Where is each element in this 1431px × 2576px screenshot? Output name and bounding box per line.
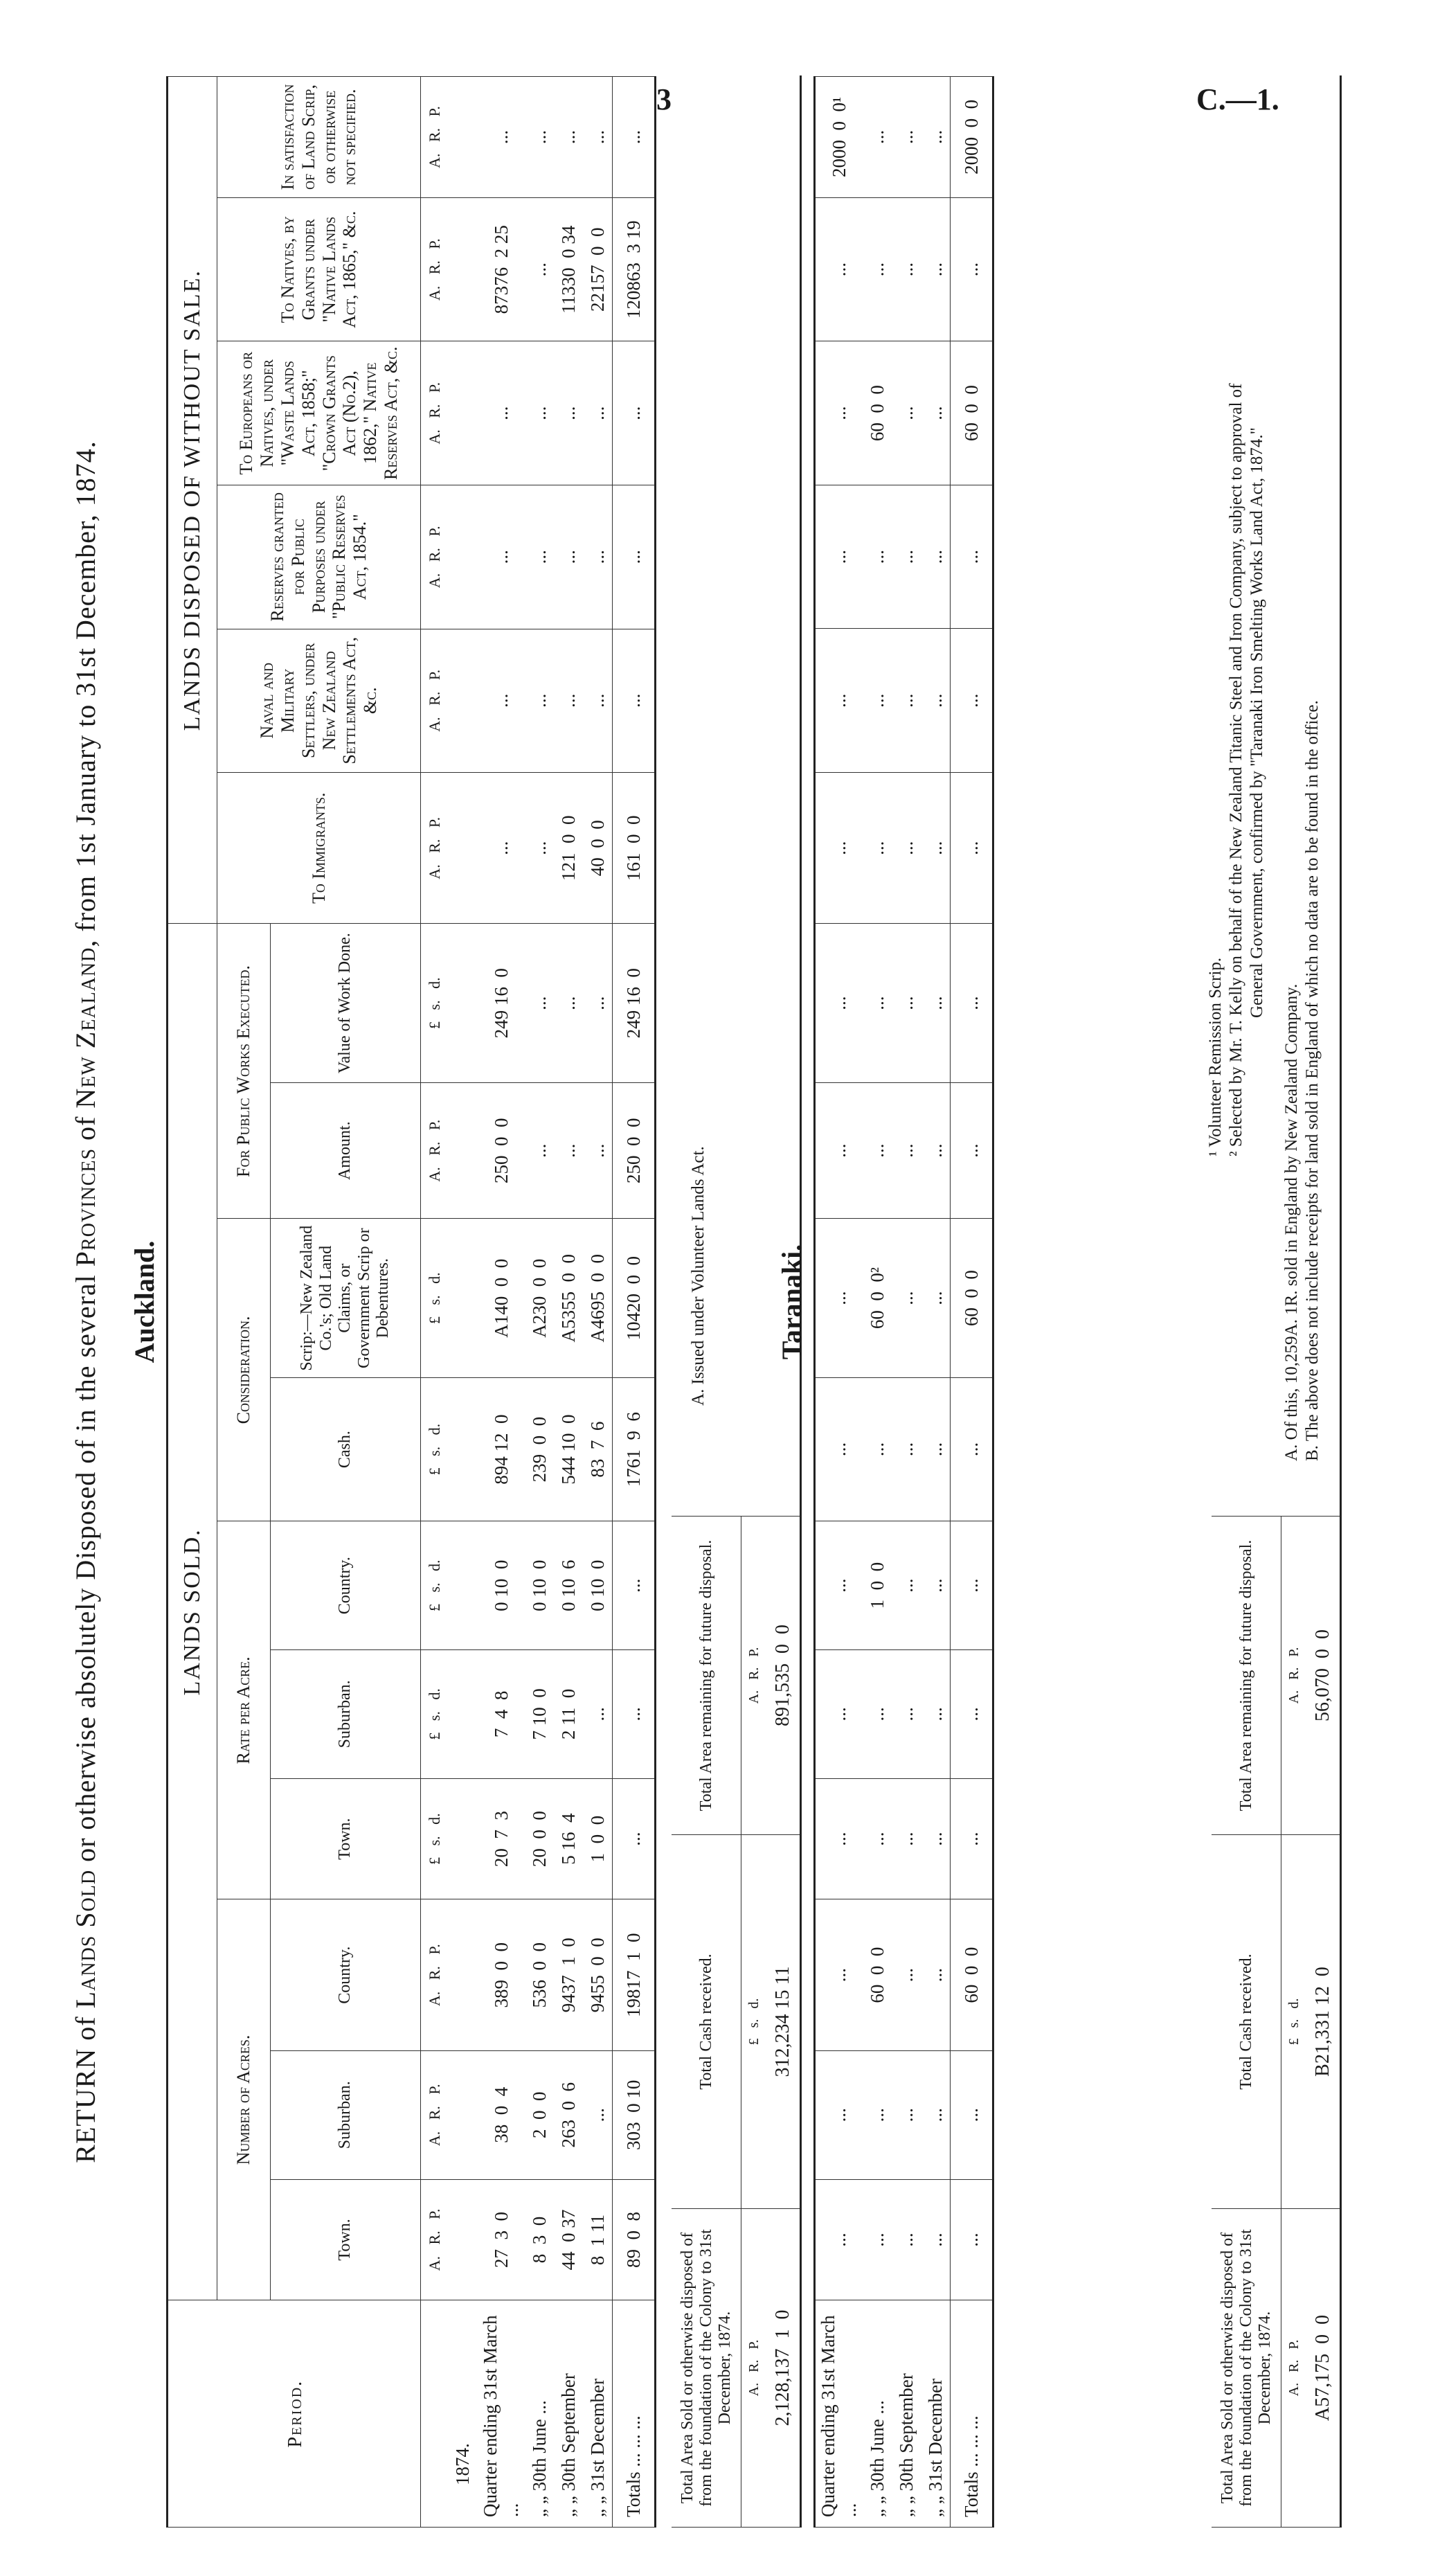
units-lsd: £ s. d. (421, 1778, 449, 1899)
total-country: 19817 1 0 (613, 1899, 656, 2050)
cell-immigrants: ... (863, 772, 892, 923)
col-rate-suburban: Suburban. (271, 1650, 421, 1779)
total-rate-country: ... (613, 1521, 656, 1650)
cell-scrip-satisfaction: ... (583, 77, 613, 198)
total-natives: 120863 3 19 (613, 197, 656, 341)
cell-immigrants: ... (892, 772, 921, 923)
cell-country: 536 0 0 (525, 1899, 554, 2050)
units-arp: A. R. P. (421, 77, 449, 198)
cell-town: 8 3 0 (525, 2179, 554, 2300)
cell-europeans: ... (583, 341, 613, 485)
cell-suburban: ... (921, 2050, 951, 2179)
total-scrip-satisfaction: ... (613, 77, 656, 198)
total-value-of-work: 249 16 0 (613, 924, 656, 1082)
cell-town: ... (892, 2179, 921, 2300)
cell-suburban: 263 0 6 (554, 2050, 583, 2179)
total-cash-label: Total Cash received. (672, 1835, 741, 2209)
cell-rate-suburban: 7 4 8 (478, 1650, 525, 1779)
auckland-table (166, 76, 656, 2528)
cell-rate-suburban: 2 11 0 (554, 1650, 583, 1779)
cell-period: „ „ 30th September (892, 2300, 921, 2528)
cell-scrip: A140 0 0 (478, 1219, 525, 1377)
table-row (554, 77, 583, 2528)
total-europeans: ... (613, 341, 656, 485)
cell-amount: ... (583, 1082, 613, 1219)
consideration-header: Consideration. (217, 1219, 271, 1521)
total-town: ... (951, 2179, 993, 2300)
volunteer-lands-note: A. Issued under Volunteer Lands Act. (689, 1146, 708, 1406)
total-amount: 250 0 0 (613, 1082, 656, 1219)
cell-naval: ... (583, 629, 613, 773)
cell-amount: ... (892, 1082, 921, 1219)
table-row (815, 77, 863, 2528)
cell-scrip: ... (892, 1219, 921, 1377)
cell-rate-town: 5 16 4 (554, 1778, 583, 1899)
total-area-value: A57,175 0 0 (1306, 2209, 1341, 2528)
cell-immigrants: ... (478, 773, 525, 924)
table-row (863, 77, 892, 2528)
letter-note-b: B. The above does not include receipts for land sold in England of which no data are to be found in the office. (1303, 700, 1322, 1461)
cell-value-of-work: ... (525, 924, 554, 1082)
cell-immigrants: ... (921, 772, 951, 923)
total-town: 89 0 8 (613, 2179, 656, 2300)
total-area-units: A. R. P. (1281, 2209, 1307, 2528)
cell-cash: ... (863, 1377, 892, 1521)
cell-rate-town: 20 0 0 (525, 1778, 554, 1899)
cell-naval: ... (478, 629, 525, 773)
cell-cash: ... (815, 1377, 863, 1521)
cell-rate-country: 0 10 0 (525, 1521, 554, 1650)
cell-country: 389 0 0 (478, 1899, 525, 2050)
cell-town: ... (815, 2179, 863, 2300)
total-rate-town: ... (613, 1778, 656, 1899)
cell-value-of-work: 249 16 0 (478, 924, 525, 1082)
period-header: Period. (168, 2300, 421, 2528)
cell-europeans: ... (478, 341, 525, 485)
total-cash-value: 312,234 15 11 (766, 1835, 801, 2209)
col-value-of-work: Value of Work Done. (271, 924, 421, 1082)
cell-rate-town: 20 7 3 (478, 1778, 525, 1899)
total-cash-units: £ s. d. (741, 1835, 767, 2209)
units-arp: A. R. P. (421, 341, 449, 485)
total-suburban: 303 0 10 (613, 2050, 656, 2179)
lands-sold-header: LANDS SOLD. (168, 924, 217, 2300)
cell-rate-country: 0 10 0 (583, 1521, 613, 1650)
cell-europeans: ... (815, 341, 863, 485)
col-rate-town: Town. (271, 1778, 421, 1899)
table-row (525, 77, 554, 2528)
col-natives: To Natives, by Grants under "Native Lands Act, 1865," &c. (217, 197, 421, 341)
col-scrip-satisfaction: In satisfaction of Land Scrip, or otherwise not specified. (217, 77, 421, 198)
table-row (583, 77, 613, 2528)
cell-scrip-satisfaction: ... (892, 77, 921, 198)
cell-amount: ... (525, 1082, 554, 1219)
total-area-units: A. R. P. (741, 2209, 767, 2528)
table-row (478, 77, 525, 2528)
cell-natives: ... (863, 197, 892, 341)
cell-period: „ „ 31st December (583, 2300, 613, 2528)
cell-natives: ... (921, 197, 951, 341)
cell-rate-suburban: ... (921, 1650, 951, 1779)
cell-rate-country: 0 10 0 (478, 1521, 525, 1650)
cell-natives: ... (892, 197, 921, 341)
col-suburban: Suburban. (271, 2050, 421, 2179)
cell-cash: 894 12 0 (478, 1377, 525, 1521)
cell-scrip: 60 0 0² (863, 1219, 892, 1377)
table-row (892, 77, 921, 2528)
cell-cash: 544 10 0 (554, 1377, 583, 1521)
units-arp: A. R. P. (421, 1082, 449, 1219)
total-cash: 1761 9 6 (613, 1377, 656, 1521)
units-arp: A. R. P. (421, 629, 449, 773)
cell-value-of-work: ... (815, 924, 863, 1082)
total-cash-label: Total Cash received. (1212, 1835, 1281, 2209)
cell-europeans: 60 0 0 (863, 341, 892, 485)
footnote-2-continued: General Government, confirmed by "Taranaki Iron Smelting Works Land Act, 1874." (1248, 427, 1266, 1018)
cell-value-of-work: ... (892, 924, 921, 1082)
units-arp: A. R. P. (421, 773, 449, 924)
total-scrip: 10420 0 0 (613, 1219, 656, 1377)
cell-immigrants: ... (525, 773, 554, 924)
cell-scrip: A4695 0 0 (583, 1219, 613, 1377)
cell-reserves: ... (478, 485, 525, 629)
lands-disposed-header: LANDS DISPOSED OF WITHOUT SALE. (168, 77, 217, 924)
total-country: 60 0 0 (951, 1899, 993, 2050)
footnote-2: ² Selected by Mr. T. Kelly on behalf of the New Zealand Titanic Steel and Iron Company, subject to approval of (1227, 383, 1245, 1156)
cell-rate-town: ... (863, 1778, 892, 1899)
cell-cash: 83 7 6 (583, 1377, 613, 1521)
cell-natives: 87376 2 25 (478, 197, 525, 341)
province-heading-taranaki: Taranaki. (776, 1244, 807, 1360)
cell-immigrants: 40 0 0 (583, 773, 613, 924)
cell-rate-country: 1 0 0 (863, 1521, 892, 1650)
cell-rate-suburban: ... (815, 1650, 863, 1779)
cell-europeans: ... (525, 341, 554, 485)
cell-rate-town: ... (921, 1778, 951, 1899)
col-immigrants: To Immigrants. (217, 773, 421, 924)
cell-period: Quarter ending 31st March ... (478, 2300, 525, 2528)
cell-rate-suburban: 7 10 0 (525, 1650, 554, 1779)
rate-per-acre-header: Rate per Acre. (217, 1521, 271, 1899)
cell-rate-country: ... (892, 1521, 921, 1650)
cell-period: „ „ 30th June ... (863, 2300, 892, 2528)
total-cash: ... (951, 1377, 993, 1521)
total-period: Totals ... ... ... (951, 2300, 993, 2528)
cell-scrip: ... (815, 1219, 863, 1377)
col-scrip: Scrip:—New Zealand Co.'s; Old Land Claims, or Government Scrip or Debentures. (271, 1219, 421, 1377)
cell-scrip: ... (921, 1219, 951, 1377)
units-lsd: £ s. d. (421, 924, 449, 1082)
units-lsd: £ s. d. (421, 1521, 449, 1650)
cell-natives: 11330 0 34 (554, 197, 583, 341)
cell-scrip-satisfaction: ... (554, 77, 583, 198)
units-arp: A. R. P. (421, 485, 449, 629)
units-lsd: £ s. d. (421, 1650, 449, 1779)
total-area-value: 2,128,137 1 0 (766, 2209, 801, 2528)
cell-natives: ... (525, 197, 554, 341)
cell-amount: ... (863, 1082, 892, 1219)
public-works-header: For Public Works Executed. (217, 924, 271, 1219)
cell-town: ... (863, 2179, 892, 2300)
units-arp: A. R. P. (421, 2050, 449, 2179)
cell-immigrants: 121 0 0 (554, 773, 583, 924)
total-suburban: ... (951, 2050, 993, 2179)
cell-country: 9455 0 0 (583, 1899, 613, 2050)
cell-reserves: ... (583, 485, 613, 629)
cell-value-of-work: ... (921, 924, 951, 1082)
total-period: Totals ... ... ... (613, 2300, 656, 2528)
remaining-area-label: Total Area remaining for future disposal. (1212, 1517, 1281, 1835)
cell-amount: ... (554, 1082, 583, 1219)
cell-scrip-satisfaction: ... (863, 77, 892, 198)
remaining-area-value: 56,070 0 0 (1306, 1517, 1341, 1835)
cell-scrip-satisfaction: ... (525, 77, 554, 198)
total-amount: ... (951, 1082, 993, 1219)
cell-country: ... (892, 1899, 921, 2050)
cell-town: 27 3 0 (478, 2179, 525, 2300)
total-natives: ... (951, 197, 993, 341)
auckland-rows (478, 77, 656, 2528)
cell-town: ... (921, 2179, 951, 2300)
cell-value-of-work: ... (863, 924, 892, 1082)
province-heading-auckland: Auckland. (129, 1240, 160, 1363)
total-scrip-satisfaction: 2000 0 0 (951, 77, 993, 198)
cell-scrip-satisfaction: ... (921, 77, 951, 198)
total-naval: ... (613, 629, 656, 773)
page-number: 3 (656, 82, 672, 116)
cell-country: 9437 1 0 (554, 1899, 583, 2050)
remaining-area-units: A. R. P. (741, 1517, 767, 1835)
total-immigrants: 161 0 0 (613, 773, 656, 924)
cell-cash: 239 0 0 (525, 1377, 554, 1521)
col-europeans: To Europeans or Natives, under "Waste Lands Act, 1858;" "Crown Grants Act (No.2), 1862," Native Reserves Act, &c. (217, 341, 421, 485)
cell-cash: ... (892, 1377, 921, 1521)
cell-reserves: ... (921, 485, 951, 629)
total-area-label: Total Area Sold or otherwise disposed of from the foundation of the Colony to 31st December, 1874. (1212, 2209, 1281, 2528)
total-value-of-work: ... (951, 924, 993, 1082)
cell-reserves: ... (863, 485, 892, 629)
taranaki-rows (815, 77, 993, 2528)
cell-immigrants: ... (815, 772, 863, 923)
cell-scrip-satisfaction: ... (478, 77, 525, 198)
cell-country: 60 0 0 (863, 1899, 892, 2050)
cell-rate-town: ... (892, 1778, 921, 1899)
col-cash: Cash. (271, 1377, 421, 1521)
cell-reserves: ... (554, 485, 583, 629)
rotated-return-table (62, 76, 1333, 2528)
total-rate-country: ... (951, 1521, 993, 1650)
totals-row (951, 77, 993, 2528)
number-of-acres-header: Number of Acres. (217, 1899, 271, 2300)
cell-naval: ... (921, 629, 951, 773)
cell-scrip-satisfaction: 2000 0 0¹ (815, 77, 863, 198)
total-reserves: ... (951, 485, 993, 629)
total-cash-units: £ s. d. (1281, 1835, 1307, 2209)
cell-europeans: ... (892, 341, 921, 485)
total-rate-town: ... (951, 1778, 993, 1899)
cell-rate-country: ... (921, 1521, 951, 1650)
cell-amount: 250 0 0 (478, 1082, 525, 1219)
total-europeans: 60 0 0 (951, 341, 993, 485)
cell-suburban: 38 0 4 (478, 2050, 525, 2179)
paper-code: C.—1. (1196, 82, 1279, 116)
total-cash-value: B21,331 12 0 (1306, 1835, 1341, 2209)
taranaki-table (813, 76, 994, 2528)
col-reserves: Reserves granted for Public Purposes under "Public Reserves Act, 1854." (217, 485, 421, 629)
cell-rate-town: 1 0 0 (583, 1778, 613, 1899)
cell-suburban: ... (583, 2050, 613, 2179)
cell-naval: ... (892, 629, 921, 773)
cell-country: ... (921, 1899, 951, 2050)
year-label: 1874. (449, 2300, 478, 2528)
total-naval: ... (951, 629, 993, 773)
total-immigrants: ... (951, 772, 993, 923)
total-scrip: 60 0 0 (951, 1219, 993, 1377)
cell-period: „ „ 30th June ... (525, 2300, 554, 2528)
cell-natives: ... (815, 197, 863, 341)
units-arp: A. R. P. (421, 1899, 449, 2050)
cell-rate-town: ... (815, 1778, 863, 1899)
cell-suburban: ... (892, 2050, 921, 2179)
cell-value-of-work: ... (554, 924, 583, 1082)
cell-cash: ... (921, 1377, 951, 1521)
remaining-area-value: 891,535 0 0 (766, 1517, 801, 1835)
units-lsd: £ s. d. (421, 1377, 449, 1521)
units-cell (421, 2300, 449, 2528)
col-naval: Naval and Military Settlers, under New Zealand Settlements Act, &c. (217, 629, 421, 773)
cell-period: Quarter ending 31st March ... (815, 2300, 863, 2528)
cell-suburban: 2 0 0 (525, 2050, 554, 2179)
remaining-area-units: A. R. P. (1281, 1517, 1307, 1835)
cell-natives: 22157 0 0 (583, 197, 613, 341)
cell-town: 8 1 11 (583, 2179, 613, 2300)
cell-naval: ... (815, 629, 863, 773)
total-rate-suburban: ... (613, 1650, 656, 1779)
totals-row (613, 77, 656, 2528)
units-arp: A. R. P. (421, 197, 449, 341)
cell-rate-country: ... (815, 1521, 863, 1650)
cell-value-of-work: ... (583, 924, 613, 1082)
total-area-label: Total Area Sold or otherwise disposed of from the foundation of the Colony to 31st December, 1874. (672, 2209, 741, 2528)
cell-suburban: ... (863, 2050, 892, 2179)
cell-rate-country: 0 10 6 (554, 1521, 583, 1650)
cell-country: ... (815, 1899, 863, 2050)
cell-suburban: ... (815, 2050, 863, 2179)
units-lsd: £ s. d. (421, 1219, 449, 1377)
col-amount: Amount. (271, 1082, 421, 1219)
total-reserves: ... (613, 485, 656, 629)
col-country: Country. (271, 1899, 421, 2050)
cell-reserves: ... (815, 485, 863, 629)
cell-scrip: A230 0 0 (525, 1219, 554, 1377)
cell-rate-suburban: ... (583, 1650, 613, 1779)
footnote-1: ¹ Volunteer Remission Scrip. (1206, 957, 1225, 1156)
cell-naval: ... (525, 629, 554, 773)
cell-amount: ... (815, 1082, 863, 1219)
cell-europeans: ... (921, 341, 951, 485)
cell-period: „ „ 31st December (921, 2300, 951, 2528)
cell-naval: ... (863, 629, 892, 773)
col-rate-country: Country. (271, 1521, 421, 1650)
cell-naval: ... (554, 629, 583, 773)
col-town: Town. (271, 2179, 421, 2300)
units-arp: A. R. P. (421, 2179, 449, 2300)
cell-rate-suburban: ... (863, 1650, 892, 1779)
document-title: RETURN of Lands Sold or otherwise absolutely Disposed of in the several Provinces of New Zealand, from 1st January to 31st December, 1874. (70, 440, 101, 2163)
letter-note-a: A. Of this, 10,259A. 1R. sold in England by New Zealand Company. (1282, 983, 1301, 1461)
cell-town: 44 0 37 (554, 2179, 583, 2300)
table-row (921, 77, 951, 2528)
cell-period: „ „ 30th September (554, 2300, 583, 2528)
cell-scrip: A5355 0 0 (554, 1219, 583, 1377)
cell-reserves: ... (892, 485, 921, 629)
cell-reserves: ... (525, 485, 554, 629)
cell-europeans: ... (554, 341, 583, 485)
cell-rate-suburban: ... (892, 1650, 921, 1779)
remaining-area-label: Total Area remaining for future disposal. (672, 1517, 741, 1835)
cell-amount: ... (921, 1082, 951, 1219)
total-rate-suburban: ... (951, 1650, 993, 1779)
